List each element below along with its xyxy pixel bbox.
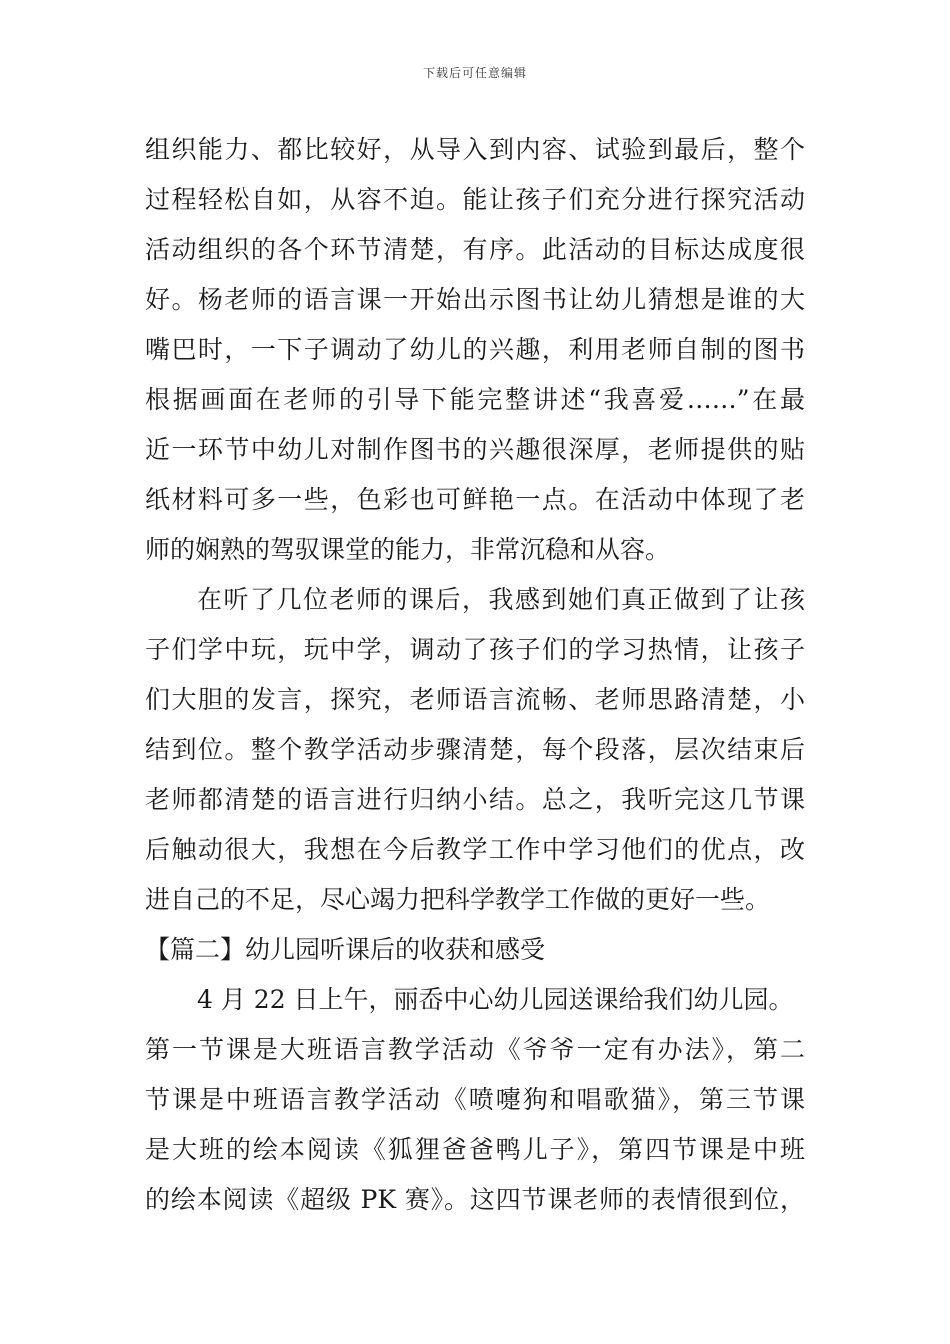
document-body (145, 125, 805, 1225)
text-line: 进自己的不足，尽心竭力把科学教学工作做的更好一些。 (145, 885, 771, 914)
text-line: 后触动很大，我想在今后教学工作中学习他们的优点，改 (145, 835, 805, 864)
text-line: 结到位。整个教学活动步骤清楚，每个段落，层次结束后 (145, 735, 805, 764)
text-line: 第一节课是大班语言教学活动《爷爷一定有办法》，第二 (145, 1035, 805, 1064)
text-line: 师的娴熟的驾驭课堂的能力，非常沉稳和从容。 (145, 535, 671, 564)
text-line: 老师都清楚的语言进行归纳小结。总之，我听完这几节课 (145, 785, 805, 814)
text-line: 组织能力、都比较好，从导入到内容、试验到最后，整个 (145, 135, 805, 164)
text-line: 过程轻松自如，从容不迫。能让孩子们充分进行探究活动 (145, 185, 805, 214)
text-line: 好。杨老师的语言课一开始出示图书让幼儿猜想是谁的大 (145, 285, 805, 314)
text-line: 根据画面在老师的引导下能完整讲述“我喜爱……”在最 (145, 385, 805, 414)
text-line: 纸材料可多一些，色彩也可鲜艳一点。在活动中体现了老 (145, 485, 805, 514)
text-line: 嘴巴时，一下子调动了幼儿的兴趣，利用老师自制的图书 (145, 335, 805, 364)
section-heading: 【篇二】幼儿园听课后的收获和感受 (145, 935, 546, 964)
paragraph-3 (145, 975, 805, 1225)
text-line: 节课是中班语言教学活动《喷嚏狗和唱歌猫》，第三节课 (145, 1085, 805, 1114)
text-line: 活动组织的各个环节清楚，有序。此活动的目标达成度很 (145, 235, 805, 264)
paragraph-2 (145, 575, 805, 925)
text-line: 是大班的绘本阅读《狐狸爸爸鸭儿子》，第四节课是中班 (145, 1135, 805, 1164)
paragraph-1 (145, 125, 805, 575)
text-line: 们大胆的发言，探究，老师语言流畅、老师思路清楚，小 (145, 685, 805, 714)
text-line: 在听了几位老师的课后，我感到她们真正做到了让孩 (197, 585, 805, 614)
text-line: 近一环节中幼儿对制作图书的兴趣很深厚，老师提供的贴 (145, 435, 805, 464)
text-line: 子们学中玩，玩中学，调动了孩子们的学习热情，让孩子 (145, 635, 805, 664)
page-header-note: 下载后可任意编辑 (422, 66, 527, 80)
text-line: 的绘本阅读《超级 PK 赛》。这四节课老师的表情很到位， (145, 1185, 805, 1214)
text-line: 4 月 22 日上午，丽岙中心幼儿园送课给我们幼儿园。 (197, 985, 794, 1014)
